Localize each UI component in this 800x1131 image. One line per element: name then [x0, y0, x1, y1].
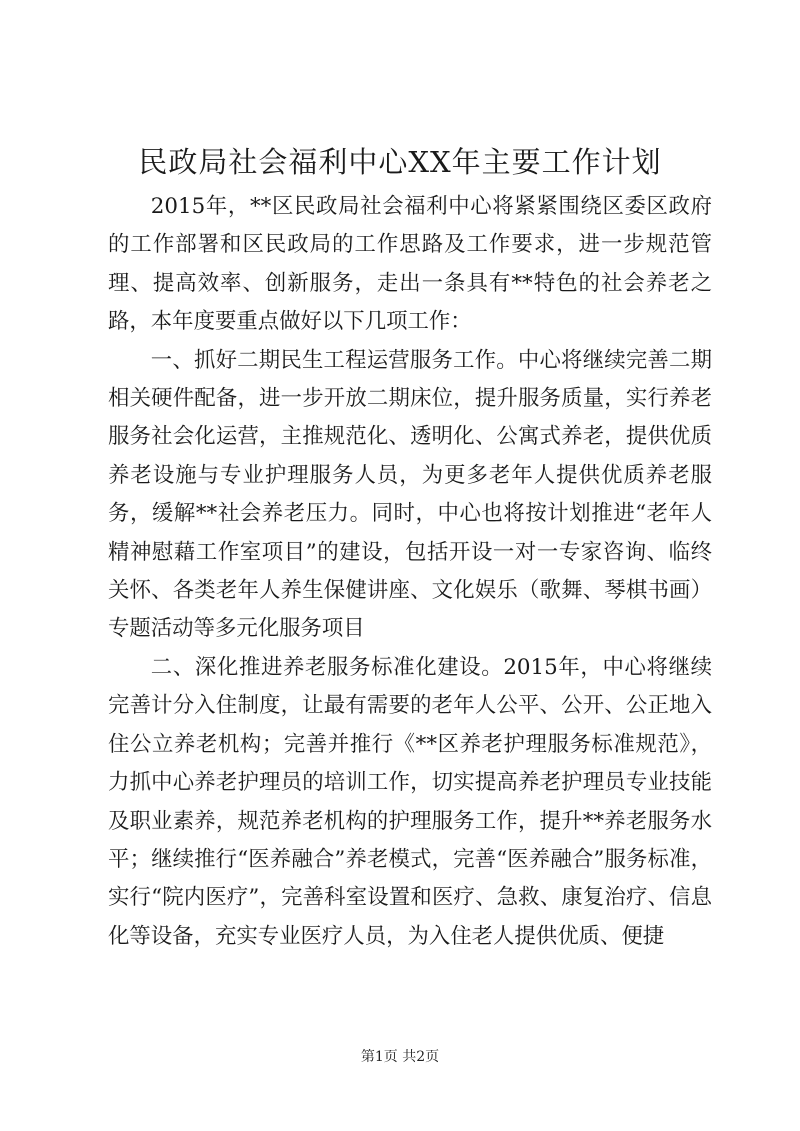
paragraph-section-2: 二、深化推进养老服务标准化建设。2015年，中心将继续完善计分入住制度，让最有需要的老年人公平、公开、公正地入住公立养老机构；完善并推行《**区养老护理服务标准规范》，力抓中心养老护理员的培训工作，切实提高养老护理员专业技能及职业素养，规范养老机构的护理服务工作，提升**养老服务水平；继续推行“医养融合”养老模式，完善“医养融合”服务标准，实行“院内医疗”，完善科室设置和医疗、急救、康复治疗、信息化等设备，充实专业医疗人员，为入住老人提供优质、便捷	[108, 654, 712, 949]
paragraph-intro: 2015年，**区民政局社会福利中心将紧紧围绕区委区政府的工作部署和区民政局的工作思路及工作要求，进一步规范管理、提高效率、创新服务，走出一条具有**特色的社会养老之路，本年度要重点做好以下几项工作：	[108, 194, 712, 335]
page-footer: 第1页 共2页	[360, 1049, 440, 1065]
paragraph-section-1: 一、抓好二期民生工程运营服务工作。中心将继续完善二期相关硬件配备，进一步开放二期床位，提升服务质量，实行养老服务社会化运营，主推规范化、透明化、公寓式养老，提供优质养老设施与专业护理服务人员，为更多老年人提供优质养老服务，缓解**社会养老压力。同时，中心也将按计划推进“老年人精神慰藉工作室项目”的建设，包括开设一对一专家咨询、临终关怀、各类老年人养生保健讲座、文化娱乐（歌舞、琴棋书画）专题活动等多元化服务项目	[108, 347, 712, 642]
document-title: 民政局社会福利中心XX年主要工作计划	[138, 145, 662, 179]
document-body	[108, 188, 712, 956]
